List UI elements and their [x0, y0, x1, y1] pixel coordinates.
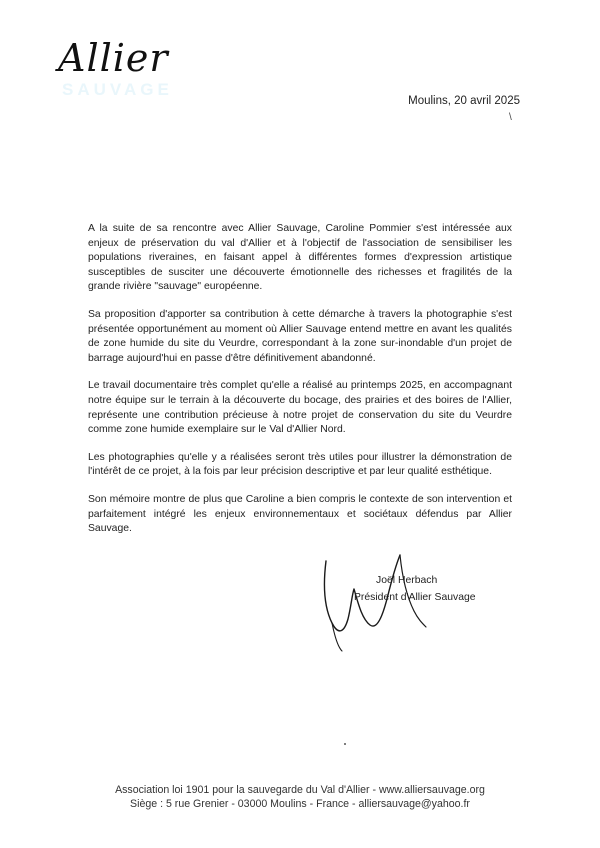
- stray-dot: [344, 743, 346, 745]
- allier-sauvage-logo: [58, 36, 208, 106]
- signature-block: [318, 545, 538, 655]
- footer-address-line: Siège : 5 rue Grenier - 03000 Moulins - France - alliersauvage@yahoo.fr: [130, 798, 470, 810]
- paragraph-5: Son mémoire montre de plus que Caroline a bien compris le contexte de son intervention et parfaitement intégré les enjeux environnementaux et sociétaux défendus par Allier Sauvage.: [88, 493, 512, 535]
- signatory-title: Président d'Allier Sauvage: [354, 592, 476, 603]
- letter-footer: [0, 783, 600, 811]
- logo-subtitle: SAUVAGE: [62, 80, 173, 99]
- paragraph-1: A la suite de sa rencontre avec Allier Sauvage, Caroline Pommier s'est intéressée aux enjeux de préservation du val d'Allier et à l'objectif de l'association de sensibiliser les populations riveraines, en faisant appel à différentes formes d'expression artistique susceptibles de susciter une découverte émotionnelle des richesses et fragilités de la grande rivière "sauvage" européenne.: [88, 223, 512, 293]
- logo-wordmark: Allier: [58, 36, 169, 80]
- letter-date: Moulins, 20 avril 2025: [408, 95, 520, 107]
- stray-mark: \: [509, 112, 512, 123]
- footer-association-line: Association loi 1901 pour la sauvegarde du Val d'Allier - www.alliersauvage.org: [115, 784, 485, 796]
- letter-body: [88, 222, 512, 550]
- paragraph-4: Les photographies qu'elle y a réalisées seront très utiles pour illustrer la démonstration de l'intérêt de ce projet, à la fois par leur précision descriptive et par leur qualité esthétique.: [88, 451, 512, 478]
- paragraph-3: Le travail documentaire très complet qu'elle a réalisé au printemps 2025, en accompagnant notre équipe sur le terrain à la découverte du bocage, des prairies et des boires de l'Allier, représente une contribution précieuse à notre projet de conservation du site du Veurdre comme zone humide exemplaire sur le Val d'Allier Nord.: [88, 380, 512, 436]
- signatory-name: Joël Herbach: [376, 575, 438, 586]
- paragraph-2: Sa proposition d'apporter sa contribution à cette démarche à travers la photographie s'est présentée opportunément au moment où Allier Sauvage entend mettre en avant les qualités de zone humide du site du Veurdre, correspondant à la zone sur-inondable d'un projet de barrage aujourd'hui en passe d'être définitivement abandonné.: [88, 308, 512, 364]
